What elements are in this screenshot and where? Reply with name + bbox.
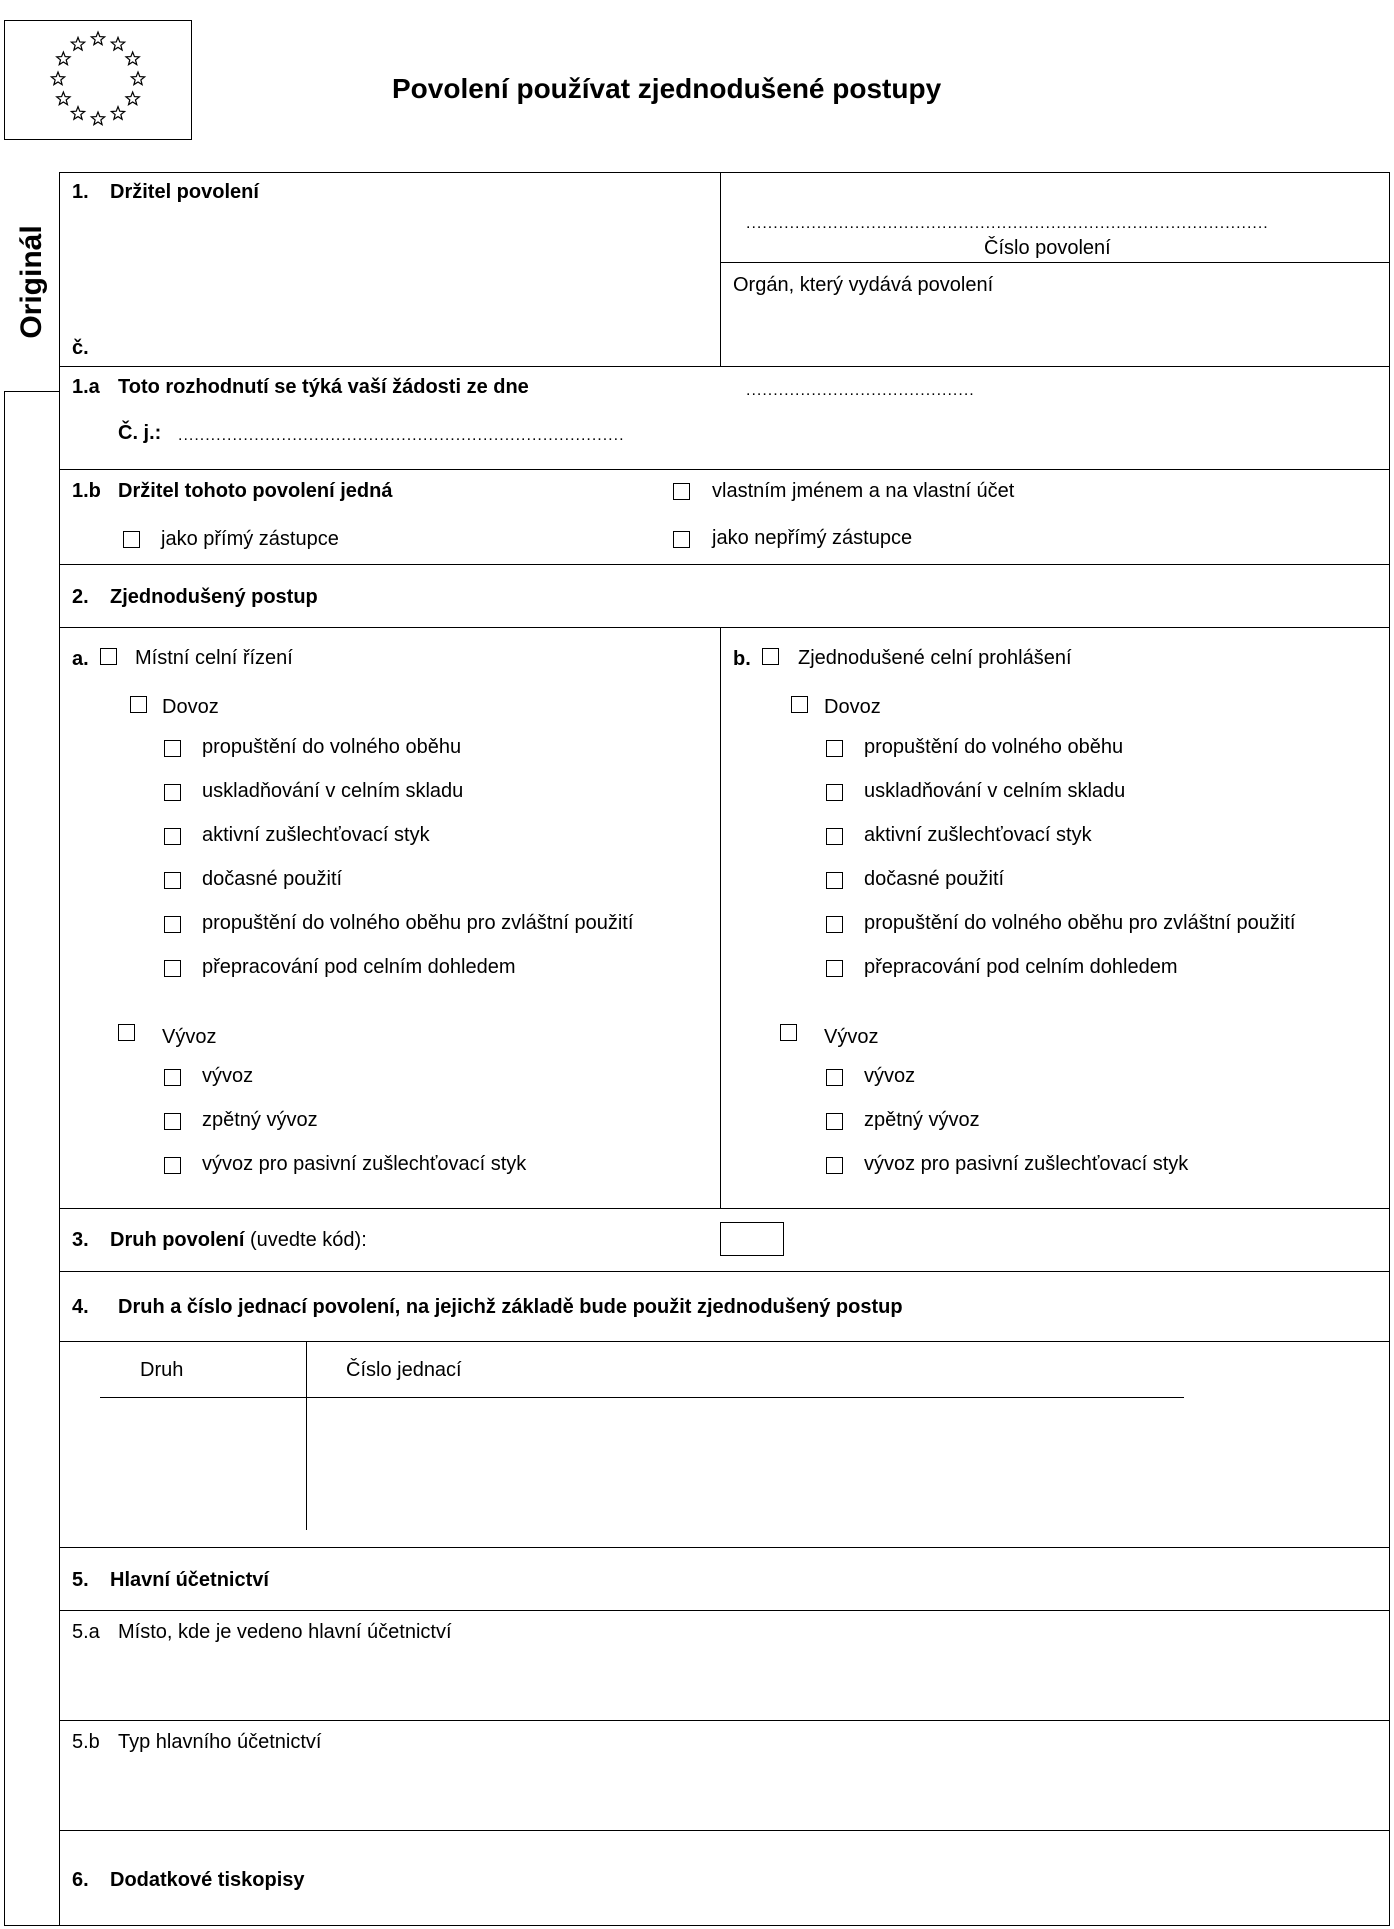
form-title: Povolení používat zjednodušené postupy [392,73,942,104]
a-import-item-checkbox[interactable] [164,740,181,757]
reference-number-field[interactable]: .................................................................................. [178,428,625,444]
direct-representative-label: jako přímý zástupce [161,528,339,550]
b-import-checkbox[interactable] [791,696,808,713]
row-rule-4 [59,1271,1390,1272]
b-export-checkbox[interactable] [780,1024,797,1041]
application-date-field[interactable]: .......................................... [746,383,975,399]
original-label: Originál [15,225,48,339]
section5a-label: Místo, kde je vedeno hlavní účetnictví [118,1621,452,1643]
row-rule-2ab [59,627,1390,628]
section1-number: 1. [72,181,89,203]
star-icon [71,37,84,50]
b-export-item-label: vývoz pro pasivní zušlechťovací styk [864,1153,1189,1175]
simplified-declaration-label: Zjednodušené celní prohlášení [798,647,1072,669]
star-icon [71,107,84,120]
a-export-item-label: vývoz [202,1065,254,1087]
local-clearance-checkbox[interactable] [100,648,117,665]
section4-heading: Druh a číslo jednací povolení, na jejichž základě bude použit zjednodušený postup [118,1296,903,1318]
a-import-item-label: dočasné použití [202,868,343,890]
b-import-item-label: přepracování pod celním dohledem [864,956,1178,978]
section2b-prefix: b. [733,648,751,670]
a-export-label: Vývoz [162,1026,217,1048]
permit-type-code-input[interactable] [720,1222,784,1256]
section5b-label: Typ hlavního účetnictví [118,1731,322,1753]
b-import-item-checkbox[interactable] [826,740,843,757]
star-icon [57,52,70,65]
a-import-item-label: propuštění do volného oběhu [202,736,462,758]
a-import-item-label: uskladňování v celním skladu [202,780,464,802]
b-import-item-checkbox[interactable] [826,960,843,977]
permit-number-field[interactable]: ................................................................................................ [746,216,1269,232]
section1-heading: Držitel povolení [110,181,259,203]
simplified-declaration-checkbox[interactable] [762,648,779,665]
row-rule-5a [59,1610,1390,1611]
a-import-checkbox[interactable] [130,696,147,713]
section2-heading: Zjednodušený postup [110,586,318,608]
row-rule-1a [59,366,1390,367]
a-import-item-checkbox[interactable] [164,784,181,801]
eu-flag-logo [4,20,192,140]
star-icon [57,92,70,105]
b-export-item-checkbox[interactable] [826,1157,843,1174]
b-export-item-checkbox[interactable] [826,1113,843,1130]
indirect-representative-label: jako nepřímý zástupce [712,527,913,549]
star-icon [91,32,104,45]
a-export-item-checkbox[interactable] [164,1157,181,1174]
b-export-item-label: vývoz [864,1065,916,1087]
star-icon [131,72,144,85]
a-import-item-checkbox[interactable] [164,872,181,889]
section2-divider [720,627,721,1208]
b-import-item-label: propuštění do volného oběhu [864,736,1124,758]
a-import-item-checkbox[interactable] [164,828,181,845]
row-rule-4-table [59,1341,1390,1342]
section4-column-rule [306,1341,307,1530]
b-import-item-label: uskladňování v celním skladu [864,780,1126,802]
permit-number-rule [720,262,1390,263]
star-icon [111,37,124,50]
section3-label: Druh povolení [110,1229,245,1251]
b-export-item-checkbox[interactable] [826,1069,843,1086]
section3-number: 3. [72,1229,89,1251]
a-import-item-label: aktivní zušlechťovací styk [202,824,430,846]
row-rule-1b [59,469,1390,470]
own-name-label: vlastním jménem a na vlastní účet [712,480,1015,502]
a-import-label: Dovoz [162,696,219,718]
holder-no-label: č. [72,337,89,359]
a-export-item-label: vývoz pro pasivní zušlechťovací styk [202,1153,527,1175]
row-rule-5 [59,1547,1390,1548]
a-import-item-label: propuštění do volného oběhu pro zvláštní použití [202,912,634,934]
row-rule-6 [59,1830,1390,1831]
star-icon [126,52,139,65]
a-export-item-checkbox[interactable] [164,1069,181,1086]
indirect-representative-checkbox[interactable] [673,531,690,548]
eu-stars-flag-icon [5,21,191,139]
own-name-checkbox[interactable] [673,483,690,500]
b-export-item-label: zpětný vývoz [864,1109,980,1131]
a-import-item-checkbox[interactable] [164,960,181,977]
b-export-label: Vývoz [824,1026,879,1048]
b-import-item-checkbox[interactable] [826,916,843,933]
section6-heading: Dodatkové tiskopisy [110,1869,305,1891]
section3-heading [110,1228,367,1252]
b-import-label: Dovoz [824,696,881,718]
star-icon [111,107,124,120]
row-rule-3 [59,1208,1390,1209]
section5a-number: 5.a [72,1621,100,1643]
permit-number-label: Číslo povolení [984,237,1111,259]
section1a-number: 1.a [72,376,100,398]
star-icon [51,72,64,85]
direct-representative-checkbox[interactable] [123,531,140,548]
section2-number: 2. [72,586,89,608]
section1b-number: 1.b [72,480,101,502]
section1b-heading: Držitel tohoto povolení jedná [118,480,393,502]
left-column-rule [59,172,60,1926]
star-icon [126,92,139,105]
issuing-authority-label: Orgán, který vydává povolení [733,274,994,296]
b-import-item-checkbox[interactable] [826,828,843,845]
a-export-item-label: zpětný vývoz [202,1109,318,1131]
section4-header-rule [100,1397,1184,1398]
b-import-item-checkbox[interactable] [826,784,843,801]
section1-divider [720,172,721,366]
section5-number: 5. [72,1569,89,1591]
a-export-item-checkbox[interactable] [164,1113,181,1130]
section3-hint: (uvedte kód): [250,1229,367,1251]
b-import-item-label: propuštění do volného oběhu pro zvláštní použití [864,912,1296,934]
column-header-reference: Číslo jednací [346,1359,462,1381]
b-import-item-label: aktivní zušlechťovací styk [864,824,1092,846]
local-clearance-label: Místní celní řízení [135,647,293,669]
b-import-item-checkbox[interactable] [826,872,843,889]
section4-number: 4. [72,1296,89,1318]
column-header-type: Druh [140,1359,184,1381]
reference-number-label: Č. j.: [118,422,162,444]
section6-number: 6. [72,1869,89,1891]
row-rule-2 [59,564,1390,565]
row-rule-5b [59,1720,1390,1721]
a-import-item-checkbox[interactable] [164,916,181,933]
section5-heading: Hlavní účetnictví [110,1569,269,1591]
section1a-heading: Toto rozhodnutí se týká vaší žádosti ze dne [118,376,529,398]
section2a-prefix: a. [72,648,89,670]
b-import-item-label: dočasné použití [864,868,1005,890]
a-export-checkbox[interactable] [118,1024,135,1041]
star-icon [91,112,104,125]
section5b-number: 5.b [72,1731,100,1753]
a-import-item-label: přepracování pod celním dohledem [202,956,516,978]
